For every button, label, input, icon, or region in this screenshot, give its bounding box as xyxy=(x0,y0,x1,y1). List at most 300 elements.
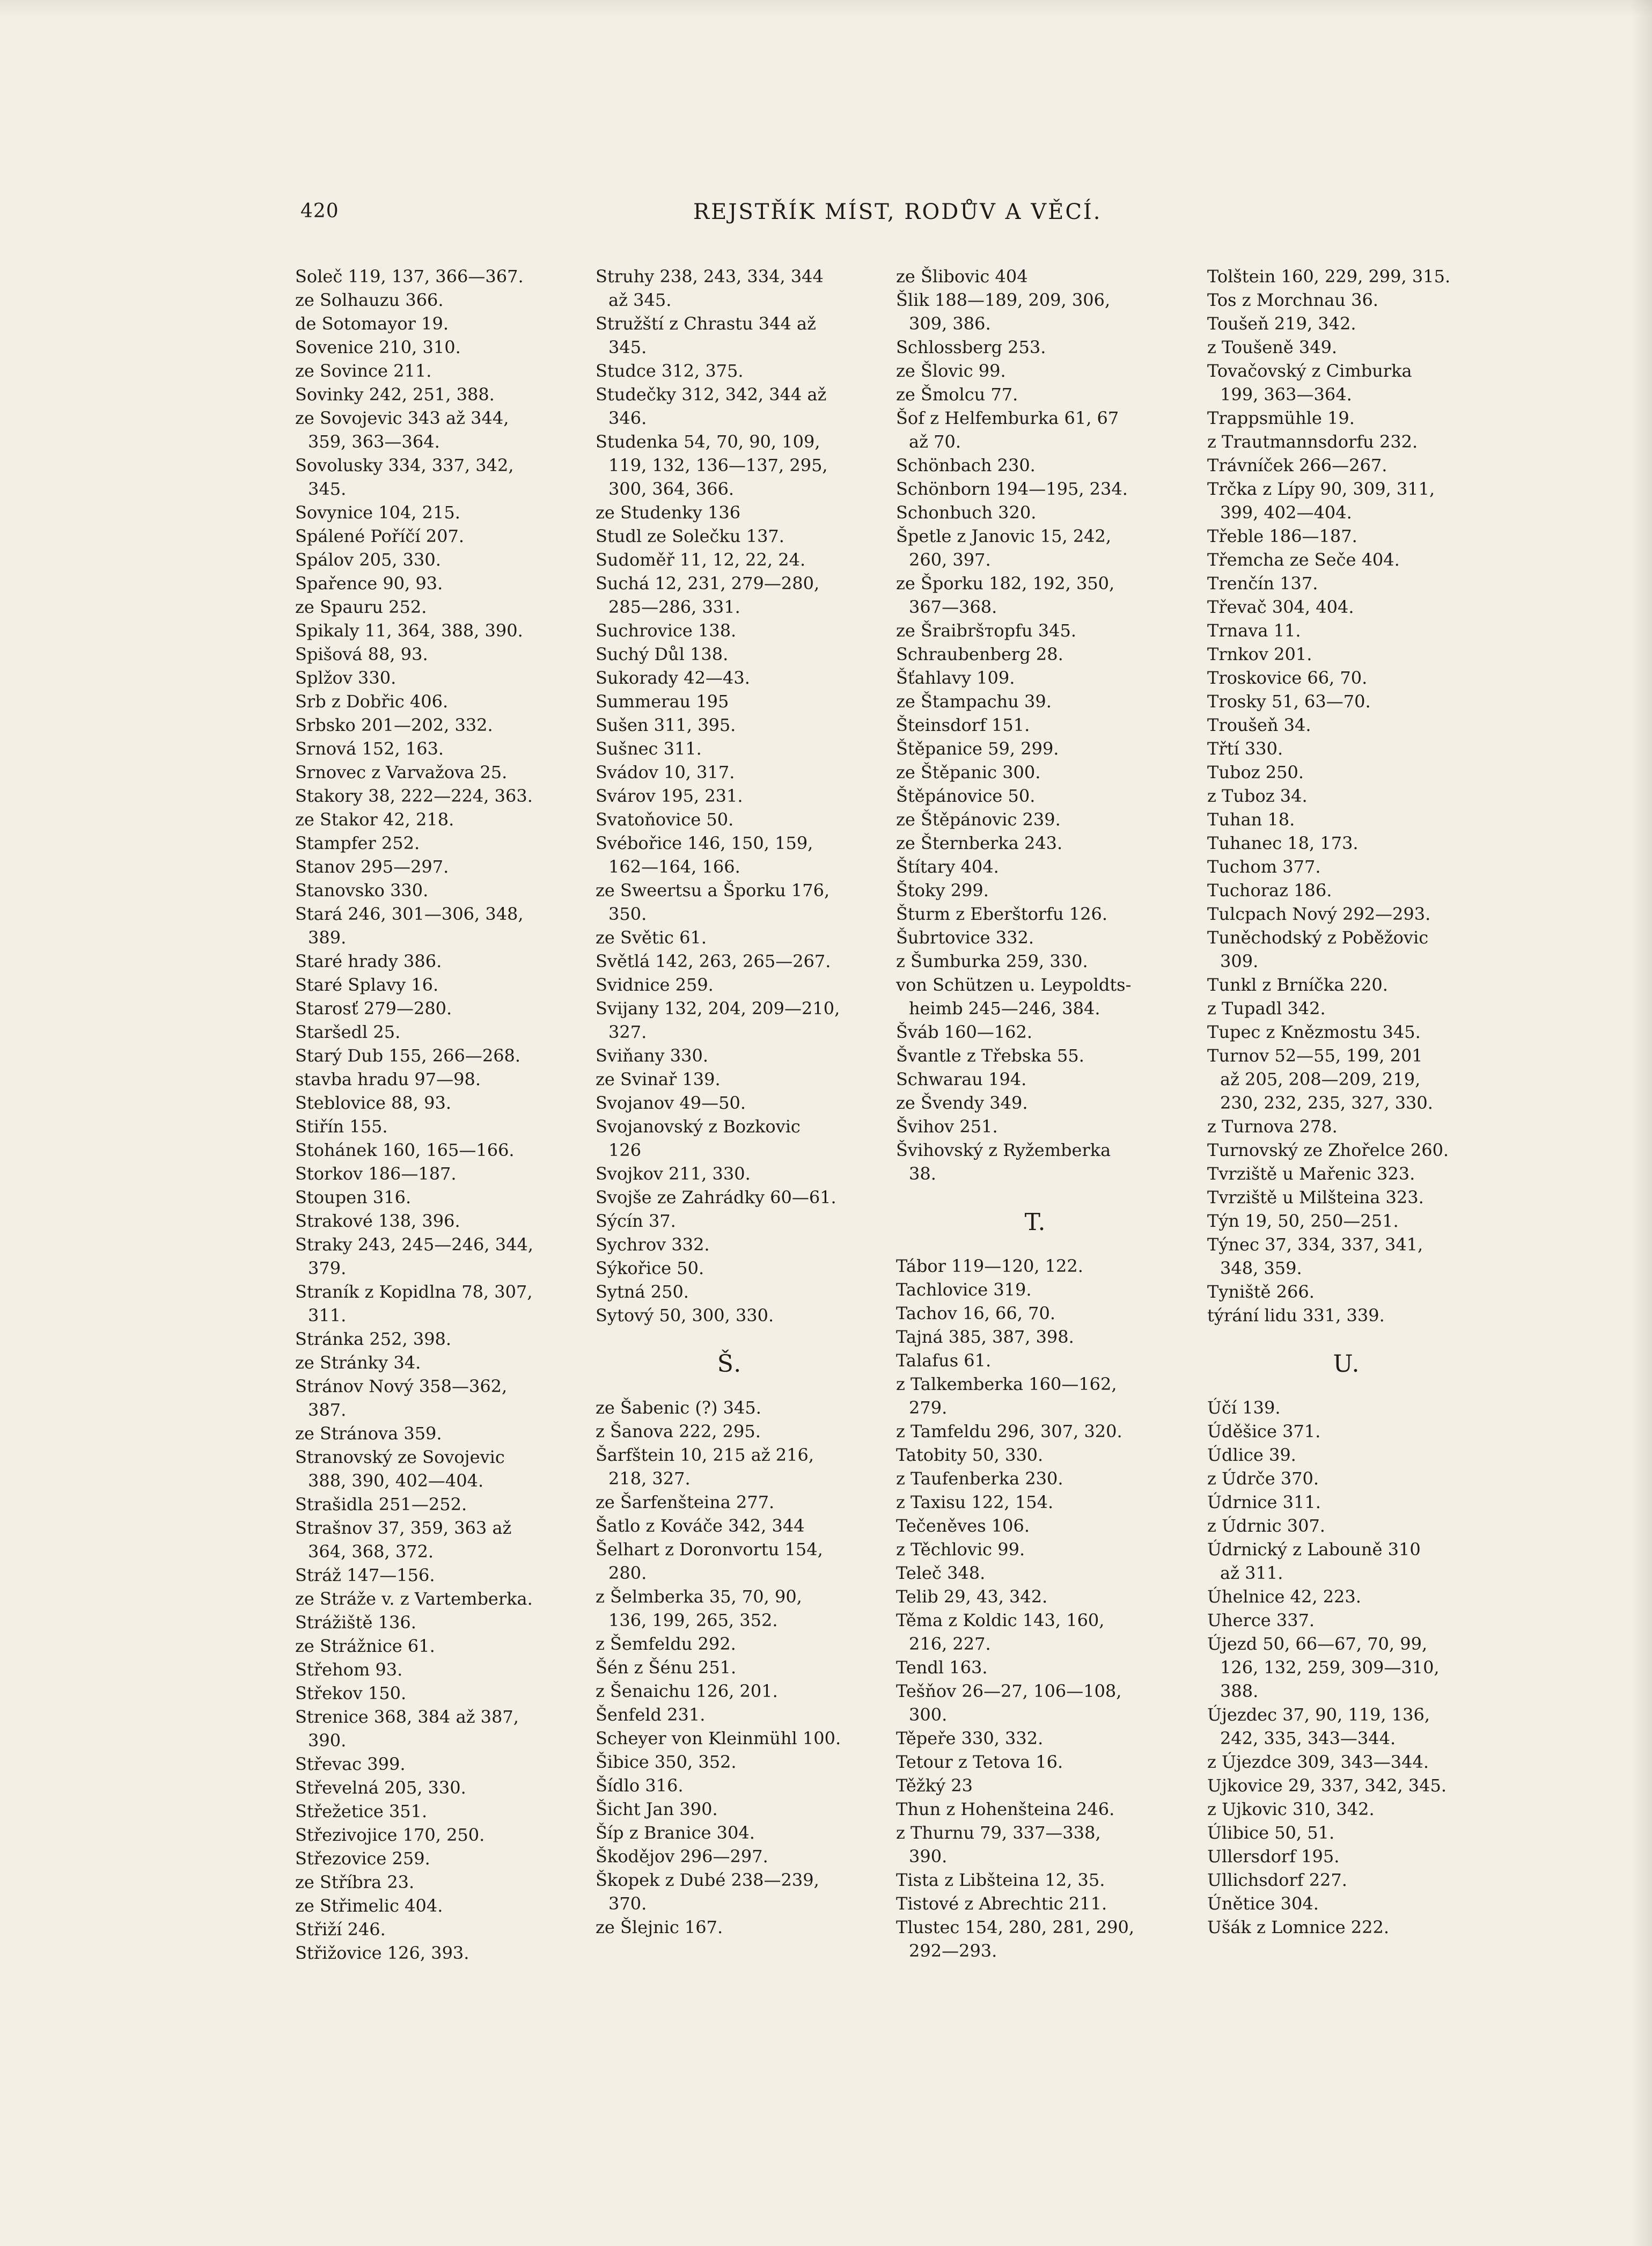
index-entry xyxy=(295,808,563,831)
index-entry xyxy=(596,926,864,949)
index-entry-line: Strakové 138, 396. xyxy=(295,1211,460,1231)
index-entry xyxy=(896,1915,1175,1963)
index-entry xyxy=(596,1585,864,1632)
index-entry xyxy=(896,1821,1175,1868)
index-entry xyxy=(1207,406,1486,430)
index-entry-line: Sytná 250. xyxy=(596,1282,689,1302)
index-entry xyxy=(1207,1443,1486,1467)
index-entry-line: ze Světic 61. xyxy=(596,927,707,948)
index-entry xyxy=(896,1538,1175,1561)
index-entry-line: ze Šporku 182, 192, 350, xyxy=(896,573,1115,594)
index-entry-line: Svádov 10, 317. xyxy=(596,762,735,782)
index-entry xyxy=(295,1162,563,1186)
index-entry-line: Stakory 38, 222—224, 363. xyxy=(295,786,533,806)
index-entry-line: Trčka z Lípy 90, 309, 311, xyxy=(1207,479,1435,499)
index-entry xyxy=(1207,737,1486,760)
index-entry xyxy=(596,1679,864,1703)
page-number: 420 xyxy=(300,200,339,222)
index-entry-line: Šlik 188—189, 209, 306, xyxy=(896,290,1111,310)
index-entry-continuation: 309, 386. xyxy=(909,313,991,334)
index-entry xyxy=(896,1467,1175,1490)
index-entry xyxy=(295,831,563,855)
index-entry-line: Schönborn 194—195, 234. xyxy=(896,479,1128,499)
index-entry-line: Tvrziště u Mařenic 323. xyxy=(1207,1164,1415,1184)
index-entry xyxy=(1207,524,1486,548)
index-entry-line: Spálené Poříčí 207. xyxy=(295,526,464,546)
index-entry-line: Splžov 330. xyxy=(295,668,397,688)
index-entry-line: Švantle z Třebska 55. xyxy=(896,1045,1084,1066)
index-entry-line: z Ujkovic 310, 342. xyxy=(1207,1799,1375,1819)
index-entry-line: Svidnice 259. xyxy=(596,975,714,995)
index-entry xyxy=(295,1587,563,1611)
index-entry-line: ze Studenky 136 xyxy=(596,502,741,523)
index-entry-line: Šelhart z Doronvortu 154, xyxy=(596,1539,823,1560)
index-entry-line: ze Sovojevic 343 až 344, xyxy=(295,408,509,428)
index-entry-line: Stráž 147—156. xyxy=(295,1565,435,1585)
index-entry-line: Stampfer 252. xyxy=(295,833,420,853)
index-entry xyxy=(1207,1514,1486,1538)
index-entry-line: Starý Dub 155, 266—268. xyxy=(295,1045,521,1066)
index-entry xyxy=(596,430,864,501)
index-entry xyxy=(896,1349,1175,1372)
index-entry-line: Spikaly 11, 364, 388, 390. xyxy=(295,620,523,641)
index-entry xyxy=(896,1091,1175,1115)
index-entry xyxy=(295,1611,563,1634)
index-entry xyxy=(1207,1703,1486,1750)
index-entry xyxy=(295,453,563,501)
index-entry-line: Tovačovský z Cimburka xyxy=(1207,361,1412,381)
index-entry-line: Škopek z Dubé 238—239, xyxy=(596,1870,819,1890)
index-entry-line: Týn 19, 50, 250—251. xyxy=(1207,1211,1399,1231)
index-entry-line: ze Sweertsu a Šporku 176, xyxy=(596,880,830,901)
index-entry-continuation: 390. xyxy=(909,1846,948,1867)
index-entry-line: z Šemfeldu 292. xyxy=(596,1634,736,1654)
index-entry-line: Sovynice 104, 215. xyxy=(295,502,460,523)
index-entry xyxy=(596,737,864,760)
index-entry xyxy=(596,1186,864,1209)
index-entry-line: Týnec 37, 334, 337, 341, xyxy=(1207,1234,1423,1255)
index-entry xyxy=(295,760,563,784)
index-entry-line: Uherce 337. xyxy=(1207,1610,1315,1630)
index-entry xyxy=(596,1044,864,1067)
index-entry xyxy=(896,1868,1175,1892)
index-entry xyxy=(295,1658,563,1681)
index-entry xyxy=(896,1656,1175,1679)
index-entry xyxy=(1207,902,1486,926)
index-entry xyxy=(896,619,1175,642)
index-entry-line: Šťahlavy 109. xyxy=(896,668,1015,688)
index-entry-line: Sytový 50, 300, 330. xyxy=(596,1305,774,1326)
index-entry xyxy=(896,1750,1175,1774)
index-entry xyxy=(896,808,1175,831)
index-entry xyxy=(295,359,563,383)
index-entry-line: Srb z Dobřic 406. xyxy=(295,691,449,712)
index-entry-line: Tista z Libšteina 12, 35. xyxy=(896,1870,1105,1890)
index-entry xyxy=(1207,288,1486,312)
index-entry xyxy=(295,406,563,453)
index-entry xyxy=(596,619,864,642)
index-entry-line: Třeble 186—187. xyxy=(1207,526,1357,546)
index-entry xyxy=(596,1490,864,1514)
index-entry-line: Střekov 150. xyxy=(295,1683,407,1703)
index-entry-line: ze Šraibršторfu 345. xyxy=(896,620,1077,641)
index-entry-line: Šibice 350, 352. xyxy=(596,1752,737,1772)
index-entry xyxy=(596,1304,864,1327)
index-entry xyxy=(896,1443,1175,1467)
index-entry-line: Trappsmühle 19. xyxy=(1207,408,1355,428)
index-entry-continuation: 300, 364, 366. xyxy=(608,479,735,499)
index-entry-line: Světlá 142, 263, 265—267. xyxy=(596,951,831,971)
index-entry-line: Turnov 52—55, 199, 201 xyxy=(1207,1045,1423,1066)
index-entry-line: Straky 243, 245—246, 344, xyxy=(295,1234,533,1255)
index-entry-line: Trnava 11. xyxy=(1207,620,1301,641)
index-entry-continuation: 311. xyxy=(308,1305,347,1326)
index-entry-line: Talafus 61. xyxy=(896,1350,992,1371)
index-entry-line: Stránka 252, 398. xyxy=(295,1329,452,1349)
index-entry-line: Střevelná 205, 330. xyxy=(295,1777,466,1798)
index-entry-line: ze Štampachu 39. xyxy=(896,691,1052,712)
index-entry-line: von Schützen u. Leypoldts- xyxy=(896,975,1132,995)
index-entry-continuation: 279. xyxy=(909,1398,948,1418)
index-entry-line: Staršedl 25. xyxy=(295,1022,401,1042)
index-entry-line: ze Šlibovic 404 xyxy=(896,266,1028,287)
index-entry-line: Šteinsdorf 151. xyxy=(896,715,1030,735)
index-entry xyxy=(896,831,1175,855)
index-entry xyxy=(295,1445,563,1493)
index-entry-line: Těpeře 330, 332. xyxy=(896,1728,1044,1748)
index-entry-line: Schonbuch 320. xyxy=(896,502,1037,523)
index-entry xyxy=(1207,808,1486,831)
index-entry-continuation: 389. xyxy=(308,927,347,948)
index-entry-line: Těma z Koldic 143, 160, xyxy=(896,1610,1105,1630)
index-entry xyxy=(295,1563,563,1587)
index-entry xyxy=(295,973,563,997)
index-entry xyxy=(896,760,1175,784)
index-entry-line: Stoupen 316. xyxy=(295,1187,412,1208)
index-entry-line: Škodějov 296—297. xyxy=(596,1846,768,1867)
index-entry xyxy=(896,1020,1175,1044)
index-entry-line: Tulcpach Nový 292—293. xyxy=(1207,904,1431,924)
index-entry xyxy=(295,501,563,524)
index-entry-line: Tatobity 50, 330. xyxy=(896,1445,1044,1465)
index-entry xyxy=(295,1634,563,1658)
index-entry-continuation: 199, 363—364. xyxy=(1220,384,1352,405)
index-entry xyxy=(295,383,563,406)
index-entry-line: ze Šarfenšteina 277. xyxy=(596,1492,775,1512)
index-entry xyxy=(896,1420,1175,1443)
index-entry xyxy=(896,335,1175,359)
page-edge-shadow xyxy=(1631,0,1652,2246)
index-entry-line: ze Štěpanic 300. xyxy=(896,762,1041,782)
index-entry-line: Štěpanice 59, 299. xyxy=(896,738,1059,759)
index-entry xyxy=(896,383,1175,406)
index-entry xyxy=(295,855,563,879)
index-entry-line: Staré hrady 386. xyxy=(295,951,442,971)
index-entry xyxy=(1207,713,1486,737)
index-entry-line: Tlustec 154, 280, 281, 290, xyxy=(896,1917,1135,1937)
index-entry xyxy=(295,1374,563,1422)
index-entry-line: z Šumburka 259, 330. xyxy=(896,951,1088,971)
index-entry xyxy=(896,524,1175,572)
index-entry xyxy=(295,1870,563,1894)
index-entry-line: Střižovice 126, 393. xyxy=(295,1943,469,1963)
index-entry-line: Úlibice 50, 51. xyxy=(1207,1823,1335,1843)
index-entry xyxy=(295,1894,563,1918)
index-entry-line: Stiřín 155. xyxy=(295,1116,388,1137)
index-entry-line: z Turnova 278. xyxy=(1207,1116,1338,1137)
index-entry-line: z Údrnic 307. xyxy=(1207,1516,1325,1536)
index-entry xyxy=(1207,1915,1486,1939)
index-entry xyxy=(295,524,563,548)
index-entry xyxy=(295,1422,563,1445)
index-entry-line: Tuchoraz 186. xyxy=(1207,880,1332,901)
index-entry-continuation: 216, 227. xyxy=(909,1634,991,1654)
index-entry-line: Těžký 23 xyxy=(896,1775,973,1796)
index-entry-continuation: 300. xyxy=(909,1704,948,1725)
index-entry xyxy=(1207,1797,1486,1821)
index-entry-line: Šatlo z Kováče 342, 344 xyxy=(596,1516,805,1536)
index-entry-line: ze Stříbra 23. xyxy=(295,1872,415,1892)
index-column-2 xyxy=(596,265,864,1939)
index-entry-line: Suchý Důl 138. xyxy=(596,644,729,664)
index-entry-line: ze Svinař 139. xyxy=(596,1069,721,1089)
index-entry-line: Stanov 295—297. xyxy=(295,857,449,877)
index-entry-line: Štítary 404. xyxy=(896,857,999,877)
index-entry xyxy=(295,1280,563,1327)
index-entry-line: z Toušeně 349. xyxy=(1207,337,1338,357)
index-entry xyxy=(1207,572,1486,595)
index-entry xyxy=(596,1656,864,1679)
index-entry-line: ze Štěpánovic 239. xyxy=(896,809,1061,830)
index-entry-continuation: 359, 363—364. xyxy=(308,431,440,452)
index-entry-line: Srbsko 201—202, 332. xyxy=(295,715,493,735)
index-entry xyxy=(1207,997,1486,1020)
index-entry xyxy=(596,1514,864,1538)
index-entry-line: Sušen 311, 395. xyxy=(596,715,736,735)
index-entry xyxy=(596,312,864,359)
index-entry xyxy=(896,1774,1175,1797)
index-entry-line: Šídlo 316. xyxy=(596,1775,684,1796)
index-entry xyxy=(295,997,563,1020)
index-entry-line: Summerau 195 xyxy=(596,691,729,712)
index-entry-continuation: 345. xyxy=(308,479,347,499)
index-entry-line: Střezovice 259. xyxy=(295,1848,430,1869)
index-entry-line: Sovenice 210, 310. xyxy=(295,337,461,357)
section-letter-heading: T. xyxy=(1024,1209,1047,1236)
section-letter-heading: Š. xyxy=(717,1350,743,1378)
index-entry-line: Sovolusky 334, 337, 342, xyxy=(295,455,514,475)
index-entry xyxy=(596,784,864,808)
index-entry xyxy=(896,690,1175,713)
index-entry-line: Telib 29, 43, 342. xyxy=(896,1586,1048,1607)
index-entry xyxy=(295,1115,563,1138)
index-entry-line: Trosky 51, 63—70. xyxy=(1207,691,1371,712)
index-entry-continuation: 136, 199, 265, 352. xyxy=(608,1610,778,1630)
index-entry xyxy=(1207,1490,1486,1514)
index-entry xyxy=(1207,1868,1486,1892)
index-entry-line: Tupec z Knězmostu 345. xyxy=(1207,1022,1421,1042)
index-entry xyxy=(295,1327,563,1351)
index-entry-line: z Taufenberka 230. xyxy=(896,1468,1063,1489)
index-entry-line: Střežetice 351. xyxy=(295,1801,428,1821)
index-entry-line: Svojanovský z Bozkovic xyxy=(596,1116,801,1137)
index-entry xyxy=(896,949,1175,973)
index-entry-line: Studenka 54, 70, 90, 109, xyxy=(596,431,820,452)
index-entry xyxy=(596,1538,864,1585)
index-entry-line: ze Stakor 42, 218. xyxy=(295,809,454,830)
index-entry-line: Teleč 348. xyxy=(896,1563,986,1583)
index-entry-line: Tábor 119—120, 122. xyxy=(896,1256,1083,1276)
index-entry-line: Stránov Nový 358—362, xyxy=(295,1376,508,1396)
index-entry-line: Suchrovice 138. xyxy=(596,620,737,641)
index-entry xyxy=(596,973,864,997)
index-entry xyxy=(896,288,1175,335)
index-entry xyxy=(896,713,1175,737)
index-entry xyxy=(295,642,563,666)
index-entry xyxy=(295,1020,563,1044)
index-entry-line: ze Stráže v. z Vartemberka. xyxy=(295,1589,533,1609)
index-entry-line: ze Šmolcu 77. xyxy=(896,384,1018,405)
index-entry-line: Švihov 251. xyxy=(896,1116,998,1137)
index-entry-line: Trenčín 137. xyxy=(1207,573,1318,594)
index-entry xyxy=(295,1752,563,1776)
index-entry-line: Schwarau 194. xyxy=(896,1069,1027,1089)
index-entry-line: Starosť 279—280. xyxy=(295,998,452,1019)
index-entry-line: Tetour z Tetova 16. xyxy=(896,1752,1063,1772)
index-entry xyxy=(896,501,1175,524)
index-entry-line: Sudoměř 11, 12, 22, 24. xyxy=(596,550,806,570)
index-entry xyxy=(896,784,1175,808)
index-entry-line: Střevac 399. xyxy=(295,1754,406,1774)
index-entry-line: Tuhanec 18, 173. xyxy=(1207,833,1359,853)
index-entry xyxy=(596,642,864,666)
index-entry xyxy=(1207,1420,1486,1443)
index-entry-line: ze Stránky 34. xyxy=(295,1352,421,1373)
index-column-4 xyxy=(1207,265,1486,1939)
index-entry-line: Schönbach 230. xyxy=(896,455,1036,475)
index-entry-line: Újezd 50, 66—67, 70, 99, xyxy=(1207,1634,1428,1654)
index-entry xyxy=(596,1209,864,1233)
index-entry xyxy=(1207,548,1486,572)
index-entry xyxy=(896,1138,1175,1186)
index-entry-line: Šén z Šénu 251. xyxy=(596,1657,737,1678)
index-entry-line: Svojkov 211, 330. xyxy=(596,1164,751,1184)
index-entry xyxy=(295,619,563,642)
index-entry-line: Spišová 88, 93. xyxy=(295,644,428,664)
index-entry xyxy=(596,1396,864,1420)
index-entry-line: Třemcha ze Seče 404. xyxy=(1207,550,1400,570)
index-entry-line: Trnkov 201. xyxy=(1207,644,1312,664)
index-entry xyxy=(596,1115,864,1162)
index-entry-line: Svojše ze Zahrádky 60—61. xyxy=(596,1187,836,1208)
index-entry-line: Tos z Morchnau 36. xyxy=(1207,290,1378,310)
index-entry-continuation: 367—368. xyxy=(909,597,997,617)
index-entry-continuation: 388. xyxy=(1220,1681,1259,1701)
index-entry-line: Spálov 205, 330. xyxy=(295,550,441,570)
index-entry xyxy=(295,572,563,595)
index-entry-line: Srnovec z Varvažova 25. xyxy=(295,762,508,782)
index-entry xyxy=(596,1162,864,1186)
index-entry xyxy=(1207,1538,1486,1585)
index-entry xyxy=(295,713,563,737)
index-entry xyxy=(596,949,864,973)
index-entry xyxy=(896,1372,1175,1420)
index-entry xyxy=(1207,1585,1486,1608)
index-entry xyxy=(295,1705,563,1752)
index-entry-line: Scheyer von Kleinmühl 100. xyxy=(596,1728,841,1748)
index-entry xyxy=(1207,335,1486,359)
index-entry xyxy=(596,1256,864,1280)
index-entry-line: Tešňov 26—27, 106—108, xyxy=(896,1681,1122,1701)
index-entry-line: stavba hradu 97—98. xyxy=(295,1069,481,1089)
index-entry xyxy=(596,997,864,1044)
index-entry xyxy=(1207,1304,1486,1327)
index-entry-continuation: 346. xyxy=(608,408,647,428)
index-entry-line: Šubrtovice 332. xyxy=(896,927,1034,948)
index-entry xyxy=(896,1067,1175,1091)
index-entry xyxy=(1207,926,1486,973)
index-entry xyxy=(896,1892,1175,1915)
index-entry-line: Struhy 238, 243, 334, 344 xyxy=(596,266,824,287)
index-entry-line: Sušnec 311. xyxy=(596,738,702,759)
index-entry xyxy=(596,524,864,548)
index-entry xyxy=(596,1868,864,1915)
index-entry xyxy=(1207,1821,1486,1845)
index-entry xyxy=(896,572,1175,619)
index-entry-line: de Sotomayor 19. xyxy=(295,313,449,334)
index-entry xyxy=(1207,1774,1486,1797)
index-entry xyxy=(596,690,864,713)
index-entry-line: Střehom 93. xyxy=(295,1659,403,1680)
index-entry-line: Toušeň 219, 342. xyxy=(1207,313,1356,334)
index-entry xyxy=(295,902,563,949)
index-entry-line: Švihovský z Ryžemberka xyxy=(896,1140,1111,1160)
index-entry-line: Strašidla 251—252. xyxy=(295,1494,467,1515)
index-entry-line: ze Šternberka 243. xyxy=(896,833,1063,853)
index-entry xyxy=(596,383,864,430)
index-entry xyxy=(596,1750,864,1774)
index-entry-line: Troskovice 66, 70. xyxy=(1207,668,1368,688)
index-entry xyxy=(596,713,864,737)
index-entry xyxy=(596,1915,864,1939)
index-column-1 xyxy=(295,265,563,1965)
index-entry xyxy=(596,501,864,524)
index-entry-line: Třevač 304, 404. xyxy=(1207,597,1354,617)
index-entry xyxy=(295,1918,563,1941)
index-entry xyxy=(295,1091,563,1115)
index-entry-line: Srnová 152, 163. xyxy=(295,738,444,759)
index-entry xyxy=(295,1138,563,1162)
index-entry xyxy=(1207,453,1486,477)
index-entry xyxy=(896,1115,1175,1138)
index-entry-line: Ušák z Lomnice 222. xyxy=(1207,1917,1390,1937)
index-entry xyxy=(896,406,1175,453)
index-entry xyxy=(596,760,864,784)
index-entry-continuation: 379. xyxy=(308,1258,347,1278)
index-entry xyxy=(896,1679,1175,1726)
index-entry-line: Spařence 90, 93. xyxy=(295,573,443,594)
index-entry xyxy=(1207,1020,1486,1044)
index-entry-line: Steblovice 88, 93. xyxy=(295,1093,451,1113)
index-entry xyxy=(1207,1608,1486,1632)
index-entry-line: z Šanova 222, 295. xyxy=(596,1421,761,1442)
index-entry-line: Sviňany 330. xyxy=(596,1045,709,1066)
index-entry-line: ze Stránova 359. xyxy=(295,1423,442,1444)
index-entry-continuation: 230, 232, 235, 327, 330. xyxy=(1220,1093,1433,1113)
index-entry-line: Svatoňovice 50. xyxy=(596,809,734,830)
index-entry-continuation: 126 xyxy=(608,1140,642,1160)
index-entry xyxy=(896,477,1175,501)
